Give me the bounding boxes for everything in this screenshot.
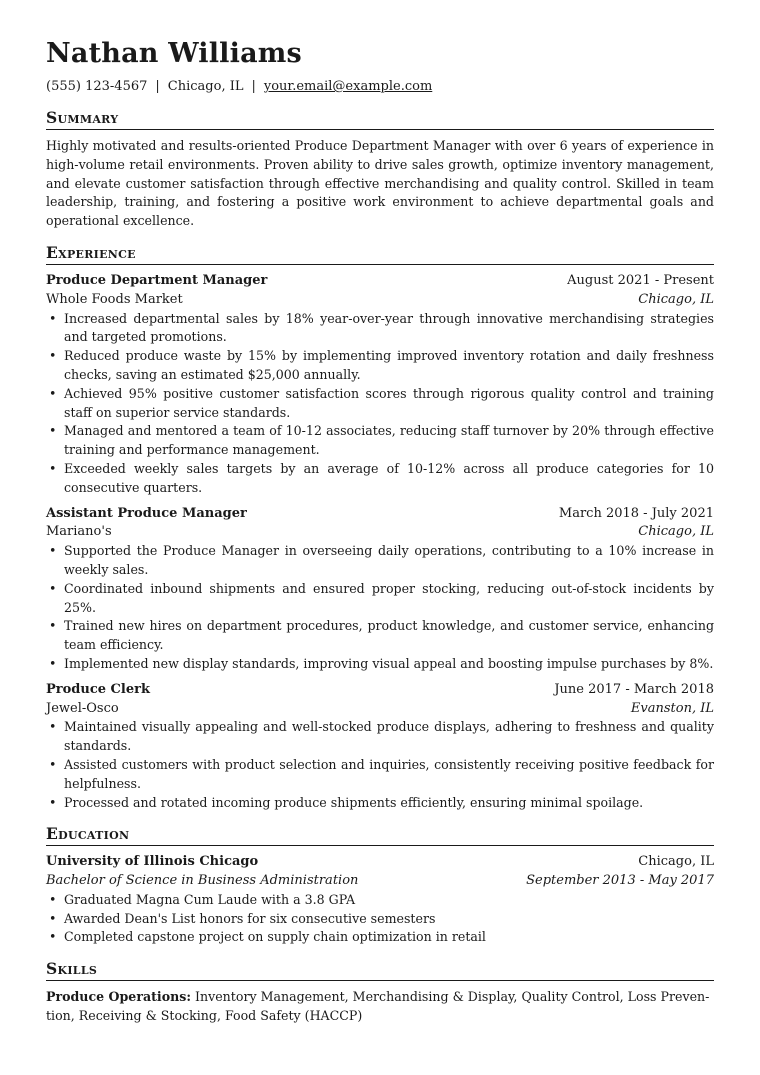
job-location: Chicago, IL — [638, 524, 714, 540]
degree-name: Bachelor of Science in Business Administration — [46, 873, 359, 889]
school-location: Chicago, IL — [638, 854, 714, 870]
bullet-item: • Graduated Magna Cum Laude with a 3.8 GPA — [46, 891, 714, 910]
summary-heading: Summary — [46, 108, 714, 130]
experience-header — [46, 681, 714, 700]
bullet-item: • Trained new hires on department procedures, product knowledge, and customer service, enhancing team efficiency. — [46, 617, 714, 655]
job-dates: June 2017 - March 2018 — [554, 681, 714, 697]
education-entry — [46, 853, 714, 947]
experience-subheader — [46, 291, 714, 310]
experience-header — [46, 505, 714, 524]
email-link[interactable]: your.email@example.com — [263, 79, 433, 94]
company-name: Jewel-Osco — [46, 700, 119, 716]
bullet-list — [46, 891, 714, 947]
school-name: University of Illinois Chicago — [46, 854, 259, 870]
skill-category-text: Inventory Management, Merchandising & Display, Quality Control, Loss Prevention, Receiving & Stocking, Food Safety (HACCP) — [46, 989, 710, 1024]
experience-entry — [46, 505, 714, 674]
bullet-item: • Reduced produce waste by 15% by implementing improved inventory rotation and daily freshness checks, saving an estimated $25,000 annually. — [46, 347, 714, 385]
bullet-item: • Assisted customers with product selection and inquiries, consistently receiving positive feedback for helpfulness. — [46, 756, 714, 794]
job-title: Assistant Produce Manager — [46, 505, 247, 521]
bullet-item: • Completed capstone project on supply chain optimization in retail — [46, 928, 714, 947]
company-name: Whole Foods Market — [46, 291, 183, 307]
experience-entry — [46, 681, 714, 813]
bullet-item: • Coordinated inbound shipments and ensured proper stocking, reducing out-of-stock incidents by 25%. — [46, 580, 714, 618]
phone-number: (555) 123-4567 — [46, 79, 148, 94]
bullet-item: • Supported the Produce Manager in overseeing daily operations, contributing to a 10% increase in weekly sales. — [46, 542, 714, 580]
experience-heading: Experience — [46, 243, 714, 265]
bullet-item: • Implemented new display standards, improving visual appeal and boosting impulse purchases by 8%. — [46, 655, 714, 674]
job-location: Chicago, IL — [638, 291, 714, 307]
job-dates: August 2021 - Present — [567, 272, 714, 288]
education-dates: September 2013 - May 2017 — [526, 873, 714, 889]
bullet-item: • Achieved 95% positive customer satisfaction scores through rigorous quality control and training staff on superior service standards. — [46, 385, 714, 423]
experience-subheader — [46, 700, 714, 719]
education-header — [46, 853, 714, 872]
education-subheader — [46, 872, 714, 891]
job-dates: March 2018 - July 2021 — [558, 505, 714, 521]
bullet-item: • Awarded Dean's List honors for six consecutive semesters — [46, 910, 714, 929]
bullet-item: • Maintained visually appealing and well-stocked produce displays, adhering to freshness and quality standards. — [46, 718, 714, 756]
company-name: Mariano's — [46, 524, 112, 540]
skills-line — [46, 988, 714, 1026]
contact-separator: | — [251, 79, 256, 94]
experience-header — [46, 272, 714, 291]
bullet-item: • Processed and rotated incoming produce shipments efficiently, ensuring minimal spoilage. — [46, 794, 714, 813]
bullet-item: • Increased departmental sales by 18% year-over-year through innovative merchandising strategies and targeted promotions. — [46, 310, 714, 348]
job-title: Produce Clerk — [46, 681, 150, 697]
contact-location: Chicago, IL — [167, 79, 244, 94]
bullet-list — [46, 718, 714, 812]
skills-heading: Skills — [46, 959, 714, 981]
experience-entry — [46, 272, 714, 498]
job-location: Evanston, IL — [630, 700, 714, 716]
bullet-list — [46, 542, 714, 674]
bullet-item: • Managed and mentored a team of 10-12 associates, reducing staff turnover by 20% through effective training and performance management. — [46, 422, 714, 460]
education-heading: Education — [46, 824, 714, 846]
candidate-name: Nathan Williams — [46, 38, 302, 69]
bullet-list — [46, 310, 714, 498]
bullet-item: • Exceeded weekly sales targets by an average of 10-12% across all produce categories for 10 consecutive quarters. — [46, 460, 714, 498]
contact-separator: | — [155, 79, 160, 94]
job-title: Produce Department Manager — [46, 272, 268, 288]
summary-text: Highly motivated and results-oriented Produce Department Manager with over 6 years of experience in high-volume retail environments. Proven ability to drive sales growth, optimize inventory management, and elevate customer satisfaction through effective merchandising and quality control. Skilled in team leadership, training, and fostering a positive work environment to achieve departmental goals and operational excellence. — [46, 138, 714, 229]
skill-category-label: Produce Operations: — [46, 989, 192, 1005]
experience-subheader — [46, 523, 714, 542]
contact-line — [46, 78, 714, 96]
